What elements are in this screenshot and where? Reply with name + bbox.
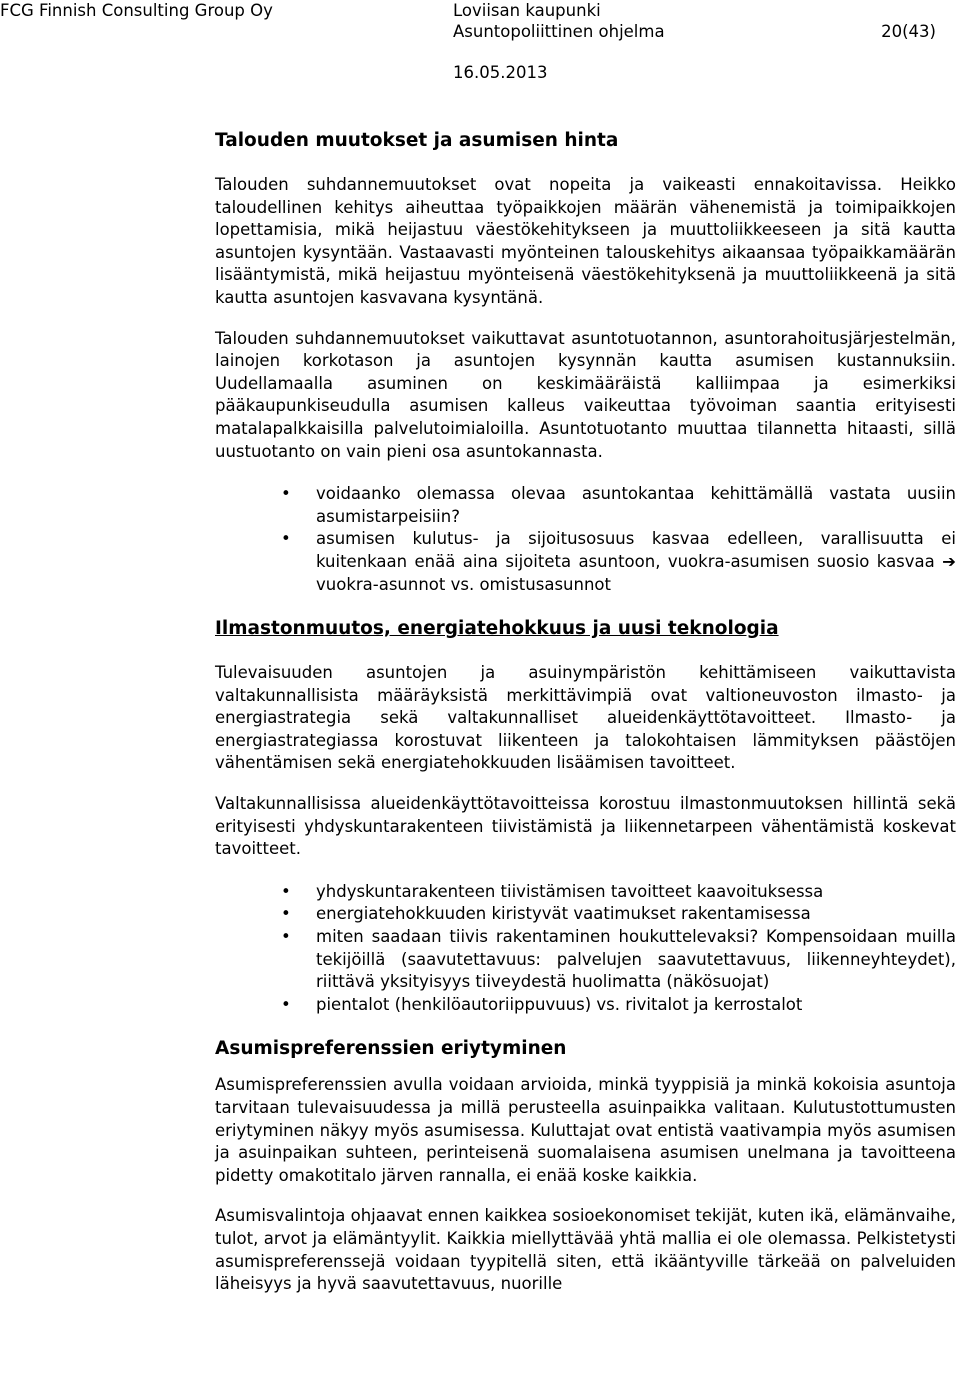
paragraph: Asumisvalintoja ohjaavat ennen kaikkea sosioekonomiset tekijät, kuten ikä, elämänvaihe, tulot, arvot ja elämäntyylit. Kaikkia miellyttävää yhtä mallia ei ole olemassa. Pelkistetysti asumispreferenssejä voidaan tyypitellä siten, että ikääntyville tärkeää on palveluiden läheisyys ja hyvä saavutettavuus, nuorille — [215, 1206, 956, 1294]
section-heading-climate: Ilmastonmuutos, energiatehokkuus ja uusi teknologia — [215, 618, 779, 640]
paragraph: Asumispreferenssien avulla voidaan arvioida, minkä tyyppisiä ja minkä kokoisia asuntoja tarvitaan tulevaisuudessa ja millä perusteella asuinpaikka valitaan. Kulutustottumusten eriytyminen näkyy myös asumisessa. Kuluttajat ovat entistä vaativampia myös asumisen ja asuinpaikan suhteen, perinteisenä suomalaisena asumisen unelmana ja tavoitteena pidetty omakotitalo järven rannalla, ei enää koske kaikkia. — [215, 1075, 956, 1185]
bullet-list — [215, 881, 956, 1017]
list-item: • energiatehokkuuden kiristyvät vaatimukset rakentamisessa — [215, 903, 956, 926]
paragraph: Talouden suhdannemuutokset vaikuttavat asuntotuotannon, asuntorahoitusjärjestelmän, lainojen korkotason ja asuntojen kysynnän kautta asumisen kustannuksiin. Uudellamaalla asuminen on keskimääräistä kalliimpaa ja esimerkiksi pääkaupunkiseudulla asumisen kalleus vaikeuttaa työvoiman saantia erityisesti matalapalkkaisilla palvelutoimialoilla. Asuntotuotanto muuttaa tilannetta hitaasti, sillä uustuotanto on vain pieni osa asuntokannasta. — [215, 328, 956, 461]
list-item: • pientalot (henkilöautoriippuvuus) vs. rivitalot ja kerrostalot — [215, 994, 956, 1017]
header-page-number: 20(43) — [881, 22, 936, 41]
header-doc-title: Asuntopoliittinen ohjelma — [453, 22, 665, 41]
list-item: • voidaanko olemassa olevaa asuntokantaa kehittämällä vastata uusiin asumistarpeisiin? — [215, 483, 956, 528]
paragraph: Tulevaisuuden asuntojen ja asuinympäristön kehittämiseen vaikuttavista valtakunnallisista määräyksistä merkittävimpiä ovat valtioneuvoston ilmasto- ja energiastrategia sekä valtakunnalliset alueidenkäyttötavoitteet. Ilmasto- ja energiastrategiassa korostuvat liikenteen ja talokohtaisen lämmityksen päästöjen vähentämisen sekä energiatehokkuuden lisäämisen tavoitteet. — [215, 663, 956, 773]
bullet-list — [215, 483, 956, 596]
list-item: • asumisen kulutus- ja sijoitusosuus kasvaa edelleen, varallisuutta ei kuitenkaan enää aina sijoiteta asuntoon, vuokra-asumisen suosio kasvaa ➔ vuokra-asunnot vs. omistusasunnot — [215, 528, 956, 596]
header-client: Loviisan kaupunki — [453, 1, 601, 20]
section-heading-economy: Talouden muutokset ja asumisen hinta — [215, 130, 619, 151]
header-company: FCG Finnish Consulting Group Oy — [0, 1, 273, 20]
header-date: 16.05.2013 — [453, 63, 548, 82]
list-item: • yhdyskuntarakenteen tiivistämisen tavoitteet kaavoituksessa — [215, 881, 956, 904]
paragraph: Valtakunnallisissa alueidenkäyttötavoitteissa korostuu ilmastonmuutoksen hillintä sekä erityisesti yhdyskuntarakenteen tiivistämistä ja liikennetarpeen vähentämistä koskevat tavoitteet. — [215, 794, 956, 859]
paragraph: Talouden suhdannemuutokset ovat nopeita ja vaikeasti ennakoitavissa. Heikko taloudellinen kehitys aiheuttaa työpaikkojen määrän vähenemistä ja toimipaikkojen lopettamisia, mikä heijastuu väestökehitykseen ja muuttoliikkeeseen ja sitä kautta asuntojen kysyntään. Vastaavasti myönteinen talouskehitys aikaansaa työpaikkamäärän lisääntymistä, mikä heijastuu myönteisenä väestökehityksenä ja muuttoliikkeenä ja sitä kautta asuntojen kasvavana kysyntänä. — [215, 175, 956, 307]
document-body — [215, 128, 956, 1296]
list-item: • miten saadaan tiivis rakentaminen houkuttelevaksi? Kompensoidaan muilla tekijöillä (saavutettavuus: palvelujen saavutettavuus, liikenneyhteydet), riittävä yksityisyys tiiveydestä huolimatta (näkösuojat) — [215, 926, 956, 994]
section-heading-preferences: Asumispreferenssien eriytyminen — [215, 1038, 567, 1060]
